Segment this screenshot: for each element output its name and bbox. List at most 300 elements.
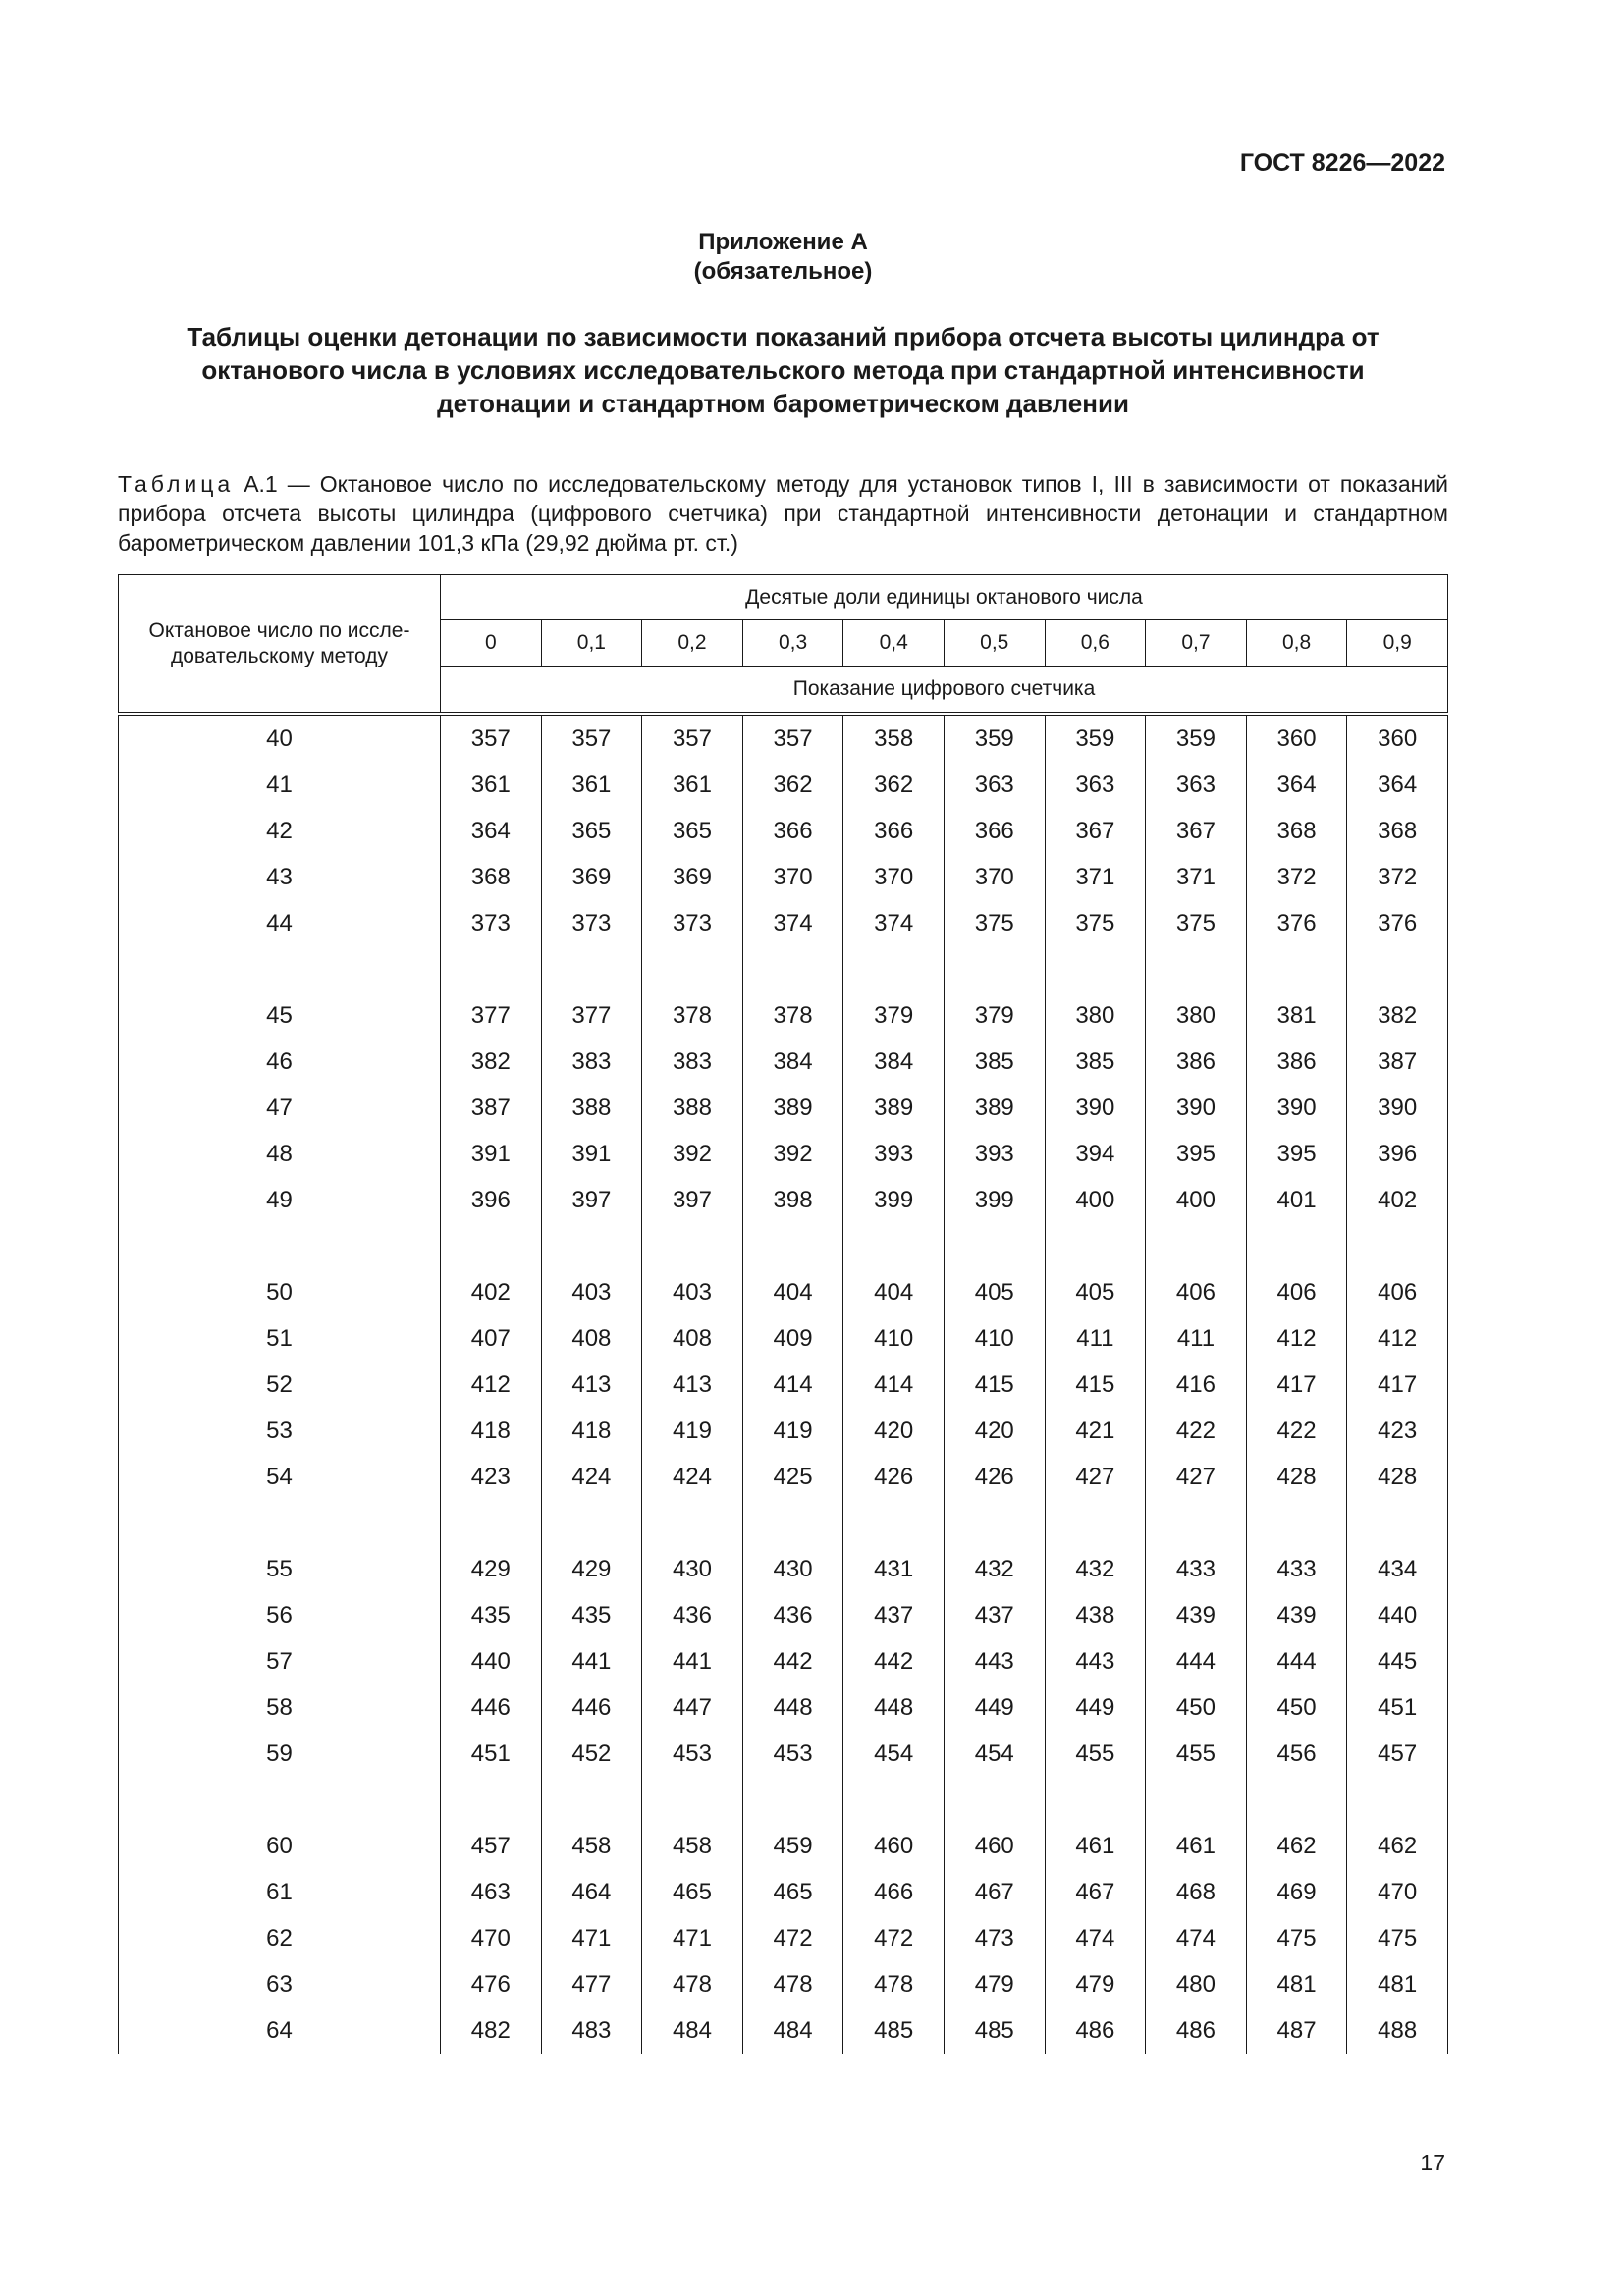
octane-number-cell: 55	[119, 1546, 441, 1592]
counter-reading-cell: 396	[1347, 1131, 1448, 1177]
counter-reading-cell: 392	[642, 1131, 743, 1177]
counter-reading-cell: 421	[1045, 1408, 1146, 1454]
counter-reading-cell: 372	[1246, 854, 1347, 900]
counter-reading-cell: 441	[642, 1638, 743, 1684]
octane-number-cell: 51	[119, 1315, 441, 1362]
counter-reading-cell: 419	[742, 1408, 843, 1454]
spacer-cell	[742, 1777, 843, 1823]
spacer-cell	[1246, 1223, 1347, 1269]
octane-number-cell: 44	[119, 900, 441, 946]
counter-reading-cell: 415	[1045, 1362, 1146, 1408]
counter-reading-cell: 457	[1347, 1731, 1448, 1777]
table-row	[119, 1408, 1448, 1454]
appendix-title	[118, 320, 1448, 420]
table-row	[119, 1684, 1448, 1731]
spacer-cell	[1045, 1500, 1146, 1546]
octane-number-cell: 57	[119, 1638, 441, 1684]
counter-reading-cell: 426	[843, 1454, 945, 1500]
counter-reading-cell: 375	[1146, 900, 1247, 946]
octane-number-cell: 60	[119, 1823, 441, 1869]
counter-reading-cell: 442	[843, 1638, 945, 1684]
title-line-3: детонации и стандартном барометрическом давлении	[437, 389, 1129, 418]
counter-reading-cell: 447	[642, 1684, 743, 1731]
counter-reading-cell: 436	[742, 1592, 843, 1638]
octane-number-cell: 62	[119, 1915, 441, 1961]
octane-number-cell: 49	[119, 1177, 441, 1223]
counter-reading-cell: 368	[1347, 808, 1448, 854]
table-row	[119, 1592, 1448, 1638]
counter-reading-cell: 420	[944, 1408, 1045, 1454]
spacer-cell	[742, 1223, 843, 1269]
counter-reading-cell: 465	[642, 1869, 743, 1915]
counter-reading-cell: 460	[843, 1823, 945, 1869]
counter-reading-cell: 458	[541, 1823, 642, 1869]
table-row	[119, 1131, 1448, 1177]
counter-reading-cell: 477	[541, 1961, 642, 2007]
counter-reading-cell: 405	[1045, 1269, 1146, 1315]
counter-reading-cell: 373	[441, 900, 542, 946]
counter-reading-cell: 478	[642, 1961, 743, 2007]
counter-reading-cell: 357	[541, 714, 642, 762]
counter-reading-cell: 487	[1246, 2007, 1347, 2054]
counter-reading-cell: 470	[441, 1915, 542, 1961]
counter-reading-cell: 472	[843, 1915, 945, 1961]
spacer-cell	[1347, 1223, 1448, 1269]
counter-reading-cell: 481	[1246, 1961, 1347, 2007]
counter-reading-cell: 360	[1246, 714, 1347, 762]
spacer-cell	[642, 1500, 743, 1546]
table-row	[119, 808, 1448, 854]
counter-reading-cell: 389	[843, 1085, 945, 1131]
spacer-cell	[843, 1223, 945, 1269]
counter-reading-cell: 486	[1045, 2007, 1146, 2054]
counter-reading-cell: 423	[441, 1454, 542, 1500]
counter-reading-cell: 471	[541, 1915, 642, 1961]
counter-reading-cell: 374	[742, 900, 843, 946]
appendix-status: (обязательное)	[693, 258, 873, 285]
counter-reading-cell: 405	[944, 1269, 1045, 1315]
counter-reading-cell: 414	[742, 1362, 843, 1408]
counter-reading-cell: 395	[1146, 1131, 1247, 1177]
spacer-cell	[441, 946, 542, 992]
octane-number-cell: 43	[119, 854, 441, 900]
counter-reading-cell: 444	[1146, 1638, 1247, 1684]
octane-number-cell: 53	[119, 1408, 441, 1454]
table-caption-label: Таблица	[118, 471, 235, 497]
spacer-cell	[119, 946, 441, 992]
table-row	[119, 1869, 1448, 1915]
column-header-cell: 0,8	[1246, 620, 1347, 667]
counter-reading-cell: 479	[944, 1961, 1045, 2007]
counter-reading-cell: 411	[1045, 1315, 1146, 1362]
title-line-2: октанового числа в условиях исследовательского метода при стандартной интенсивности	[201, 355, 1365, 385]
counter-reading-cell: 427	[1146, 1454, 1247, 1500]
spacer-cell	[1246, 1777, 1347, 1823]
counter-reading-cell: 404	[843, 1269, 945, 1315]
counter-reading-cell: 406	[1246, 1269, 1347, 1315]
table-row	[119, 1315, 1448, 1362]
counter-reading-cell: 412	[1347, 1315, 1448, 1362]
octane-number-cell: 41	[119, 762, 441, 808]
group-spacer-row	[119, 1777, 1448, 1823]
counter-reading-cell: 439	[1146, 1592, 1247, 1638]
spacer-cell	[441, 1223, 542, 1269]
counter-reading-cell: 485	[944, 2007, 1045, 2054]
page-number: 17	[1420, 2150, 1445, 2175]
counter-reading-cell: 383	[541, 1039, 642, 1085]
counter-reading-cell: 378	[742, 992, 843, 1039]
counter-reading-cell: 387	[441, 1085, 542, 1131]
column-header-cell: 0,3	[742, 620, 843, 667]
counter-reading-cell: 364	[1246, 762, 1347, 808]
counter-reading-cell: 363	[1045, 762, 1146, 808]
counter-reading-cell: 428	[1246, 1454, 1347, 1500]
counter-reading-cell: 361	[441, 762, 542, 808]
counter-reading-cell: 384	[843, 1039, 945, 1085]
spacer-cell	[119, 1500, 441, 1546]
spacer-cell	[742, 1500, 843, 1546]
counter-reading-cell: 457	[441, 1823, 542, 1869]
spacer-cell	[1347, 1777, 1448, 1823]
counter-reading-cell: 437	[843, 1592, 945, 1638]
spacer-cell	[1146, 1500, 1247, 1546]
counter-reading-cell: 367	[1045, 808, 1146, 854]
counter-reading-cell: 465	[742, 1869, 843, 1915]
counter-reading-cell: 374	[843, 900, 945, 946]
counter-reading-cell: 377	[541, 992, 642, 1039]
counter-reading-cell: 462	[1246, 1823, 1347, 1869]
table-row	[119, 2007, 1448, 2054]
octane-number-cell: 50	[119, 1269, 441, 1315]
spacer-cell	[642, 1223, 743, 1269]
table-caption	[118, 469, 1448, 558]
counter-reading-cell: 433	[1146, 1546, 1247, 1592]
counter-reading-cell: 480	[1146, 1961, 1247, 2007]
table-row	[119, 762, 1448, 808]
group-spacer-row	[119, 946, 1448, 992]
spacer-cell	[541, 946, 642, 992]
spacer-cell	[742, 946, 843, 992]
octane-number-cell: 63	[119, 1961, 441, 2007]
counter-reading-cell: 408	[642, 1315, 743, 1362]
counter-reading-cell: 361	[541, 762, 642, 808]
spacer-cell	[1246, 946, 1347, 992]
octane-number-cell: 52	[119, 1362, 441, 1408]
group-spacer-row	[119, 1223, 1448, 1269]
counter-reading-cell: 424	[642, 1454, 743, 1500]
octane-number-cell: 45	[119, 992, 441, 1039]
counter-reading-cell: 381	[1246, 992, 1347, 1039]
counter-reading-cell: 408	[541, 1315, 642, 1362]
group-spacer-row	[119, 1500, 1448, 1546]
table-row	[119, 992, 1448, 1039]
counter-reading-cell: 393	[944, 1131, 1045, 1177]
counter-reading-cell: 459	[742, 1823, 843, 1869]
counter-reading-cell: 390	[1146, 1085, 1247, 1131]
counter-reading-cell: 424	[541, 1454, 642, 1500]
counter-reading-cell: 390	[1045, 1085, 1146, 1131]
octane-number-cell: 59	[119, 1731, 441, 1777]
octane-number-cell: 54	[119, 1454, 441, 1500]
counter-reading-cell: 372	[1347, 854, 1448, 900]
group-header-cell: Десятые доли единицы октанового числа	[441, 575, 1448, 620]
octane-number-cell: 42	[119, 808, 441, 854]
counter-reading-cell: 429	[541, 1546, 642, 1592]
counter-reading-cell: 435	[441, 1592, 542, 1638]
counter-reading-cell: 478	[843, 1961, 945, 2007]
counter-reading-cell: 412	[441, 1362, 542, 1408]
counter-reading-cell: 442	[742, 1638, 843, 1684]
counter-reading-cell: 400	[1146, 1177, 1247, 1223]
counter-reading-cell: 478	[742, 1961, 843, 2007]
counter-reading-cell: 476	[441, 1961, 542, 2007]
counter-reading-cell: 389	[742, 1085, 843, 1131]
counter-reading-cell: 407	[441, 1315, 542, 1362]
counter-reading-cell: 373	[642, 900, 743, 946]
counter-reading-cell: 396	[441, 1177, 542, 1223]
counter-reading-cell: 438	[1045, 1592, 1146, 1638]
counter-reading-cell: 418	[541, 1408, 642, 1454]
counter-reading-cell: 466	[843, 1869, 945, 1915]
counter-reading-cell: 370	[742, 854, 843, 900]
counter-reading-cell: 369	[541, 854, 642, 900]
counter-reading-cell: 393	[843, 1131, 945, 1177]
counter-reading-cell: 422	[1246, 1408, 1347, 1454]
counter-reading-cell: 453	[642, 1731, 743, 1777]
counter-reading-cell: 439	[1246, 1592, 1347, 1638]
counter-reading-cell: 357	[742, 714, 843, 762]
counter-reading-cell: 397	[541, 1177, 642, 1223]
counter-reading-cell: 422	[1146, 1408, 1247, 1454]
counter-reading-cell: 433	[1246, 1546, 1347, 1592]
counter-reading-cell: 434	[1347, 1546, 1448, 1592]
table-row	[119, 1961, 1448, 2007]
spacer-cell	[1347, 1500, 1448, 1546]
column-header-cell: 0	[441, 620, 542, 667]
counter-reading-cell: 406	[1146, 1269, 1247, 1315]
counter-reading-cell: 392	[742, 1131, 843, 1177]
counter-reading-cell: 365	[642, 808, 743, 854]
counter-reading-cell: 391	[541, 1131, 642, 1177]
counter-reading-cell: 363	[1146, 762, 1247, 808]
counter-reading-cell: 484	[642, 2007, 743, 2054]
octane-table	[118, 574, 1448, 2054]
counter-reading-cell: 388	[541, 1085, 642, 1131]
counter-reading-cell: 464	[541, 1869, 642, 1915]
column-header-cell: 0,1	[541, 620, 642, 667]
counter-reading-cell: 437	[944, 1592, 1045, 1638]
counter-reading-cell: 366	[944, 808, 1045, 854]
counter-reading-cell: 482	[441, 2007, 542, 2054]
counter-reading-cell: 430	[642, 1546, 743, 1592]
counter-reading-cell: 446	[441, 1684, 542, 1731]
counter-reading-cell: 448	[843, 1684, 945, 1731]
counter-reading-cell: 387	[1347, 1039, 1448, 1085]
spacer-cell	[1045, 1777, 1146, 1823]
counter-reading-cell: 479	[1045, 1961, 1146, 2007]
spacer-cell	[1146, 946, 1247, 992]
counter-reading-cell: 486	[1146, 2007, 1247, 2054]
counter-reading-cell: 413	[541, 1362, 642, 1408]
counter-reading-cell: 394	[1045, 1131, 1146, 1177]
counter-reading-cell: 385	[1045, 1039, 1146, 1085]
counter-reading-cell: 400	[1045, 1177, 1146, 1223]
counter-reading-cell: 369	[642, 854, 743, 900]
counter-reading-cell: 488	[1347, 2007, 1448, 2054]
counter-reading-cell: 371	[1045, 854, 1146, 900]
counter-reading-cell: 441	[541, 1638, 642, 1684]
counter-reading-cell: 426	[944, 1454, 1045, 1500]
octane-number-cell: 47	[119, 1085, 441, 1131]
counter-reading-cell: 358	[843, 714, 945, 762]
counter-reading-cell: 444	[1246, 1638, 1347, 1684]
counter-reading-cell: 363	[944, 762, 1045, 808]
counter-reading-cell: 361	[642, 762, 743, 808]
counter-reading-cell: 420	[843, 1408, 945, 1454]
counter-reading-cell: 485	[843, 2007, 945, 2054]
counter-reading-cell: 425	[742, 1454, 843, 1500]
counter-reading-cell: 365	[541, 808, 642, 854]
counter-reading-cell: 364	[441, 808, 542, 854]
counter-reading-cell: 449	[944, 1684, 1045, 1731]
table-row	[119, 714, 1448, 762]
counter-reading-cell: 443	[944, 1638, 1045, 1684]
counter-reading-cell: 468	[1146, 1869, 1247, 1915]
counter-reading-cell: 391	[441, 1131, 542, 1177]
counter-reading-cell: 445	[1347, 1638, 1448, 1684]
counter-reading-cell: 455	[1045, 1731, 1146, 1777]
column-header-cell: 0,2	[642, 620, 743, 667]
counter-reading-cell: 453	[742, 1731, 843, 1777]
counter-reading-cell: 397	[642, 1177, 743, 1223]
table-row	[119, 1823, 1448, 1869]
counter-reading-cell: 467	[944, 1869, 1045, 1915]
spacer-cell	[1045, 946, 1146, 992]
counter-reading-cell: 454	[843, 1731, 945, 1777]
counter-reading-cell: 474	[1146, 1915, 1247, 1961]
counter-reading-cell: 370	[843, 854, 945, 900]
counter-reading-cell: 450	[1146, 1684, 1247, 1731]
spacer-cell	[642, 1777, 743, 1823]
counter-reading-cell: 399	[944, 1177, 1045, 1223]
table-row	[119, 900, 1448, 946]
document-code: ГОСТ 8226—2022	[1239, 149, 1445, 177]
spacer-cell	[119, 1223, 441, 1269]
octane-number-cell: 61	[119, 1869, 441, 1915]
counter-reading-cell: 461	[1146, 1823, 1247, 1869]
counter-reading-cell: 370	[944, 854, 1045, 900]
counter-reading-cell: 443	[1045, 1638, 1146, 1684]
counter-reading-cell: 460	[944, 1823, 1045, 1869]
table-row	[119, 1362, 1448, 1408]
counter-reading-cell: 450	[1246, 1684, 1347, 1731]
octane-number-cell: 40	[119, 714, 441, 762]
counter-reading-cell: 461	[1045, 1823, 1146, 1869]
octane-number-cell: 64	[119, 2007, 441, 2054]
counter-reading-cell: 406	[1347, 1269, 1448, 1315]
title-line-1: Таблицы оценки детонации по зависимости показаний прибора отсчета высоты цилиндра от	[187, 322, 1380, 351]
counter-reading-cell: 475	[1347, 1915, 1448, 1961]
counter-reading-cell: 416	[1146, 1362, 1247, 1408]
counter-reading-cell: 377	[441, 992, 542, 1039]
counter-reading-cell: 440	[1347, 1592, 1448, 1638]
counter-reading-cell: 379	[843, 992, 945, 1039]
spacer-cell	[642, 946, 743, 992]
counter-reading-cell: 484	[742, 2007, 843, 2054]
table-row	[119, 1915, 1448, 1961]
counter-reading-cell: 378	[642, 992, 743, 1039]
counter-reading-cell: 470	[1347, 1869, 1448, 1915]
counter-reading-cell: 359	[1146, 714, 1247, 762]
counter-reading-cell: 413	[642, 1362, 743, 1408]
counter-reading-cell: 446	[541, 1684, 642, 1731]
spacer-cell	[843, 946, 945, 992]
table-row	[119, 854, 1448, 900]
spacer-cell	[1146, 1777, 1247, 1823]
spacer-cell	[1146, 1223, 1247, 1269]
counter-reading-cell: 452	[541, 1731, 642, 1777]
spacer-cell	[944, 1223, 1045, 1269]
counter-reading-cell: 382	[441, 1039, 542, 1085]
appendix-label: Приложение А	[698, 229, 868, 255]
counter-reading-cell: 411	[1146, 1315, 1247, 1362]
table-row	[119, 1039, 1448, 1085]
counter-reading-cell: 380	[1146, 992, 1247, 1039]
counter-reading-cell: 376	[1347, 900, 1448, 946]
counter-reading-cell: 474	[1045, 1915, 1146, 1961]
column-header-cell: 0,7	[1146, 620, 1247, 667]
counter-reading-cell: 410	[843, 1315, 945, 1362]
counter-reading-cell: 398	[742, 1177, 843, 1223]
counter-reading-cell: 364	[1347, 762, 1448, 808]
spacer-cell	[843, 1500, 945, 1546]
spacer-cell	[1045, 1223, 1146, 1269]
counter-reading-cell: 451	[441, 1731, 542, 1777]
spacer-cell	[944, 1500, 1045, 1546]
counter-reading-cell: 423	[1347, 1408, 1448, 1454]
counter-reading-cell: 379	[944, 992, 1045, 1039]
counter-reading-cell: 395	[1246, 1131, 1347, 1177]
octane-number-cell: 56	[119, 1592, 441, 1638]
spacer-cell	[843, 1777, 945, 1823]
counter-reading-cell: 357	[441, 714, 542, 762]
counter-reading-cell: 402	[1347, 1177, 1448, 1223]
counter-reading-cell: 362	[843, 762, 945, 808]
counter-reading-cell: 471	[642, 1915, 743, 1961]
counter-reading-cell: 389	[944, 1085, 1045, 1131]
counter-reading-cell: 388	[642, 1085, 743, 1131]
table-header	[119, 575, 1448, 715]
appendix-heading	[0, 228, 1566, 287]
counter-reading-cell: 472	[742, 1915, 843, 1961]
counter-reading-cell: 435	[541, 1592, 642, 1638]
row-header-cell	[119, 575, 441, 715]
counter-reading-cell: 469	[1246, 1869, 1347, 1915]
column-header-cell: 0,6	[1045, 620, 1146, 667]
counter-reading-cell: 390	[1347, 1085, 1448, 1131]
sub-header-cell: Показание цифрового счетчика	[441, 667, 1448, 715]
counter-reading-cell: 415	[944, 1362, 1045, 1408]
counter-reading-cell: 448	[742, 1684, 843, 1731]
octane-number-cell: 48	[119, 1131, 441, 1177]
counter-reading-cell: 362	[742, 762, 843, 808]
counter-reading-cell: 483	[541, 2007, 642, 2054]
counter-reading-cell: 404	[742, 1269, 843, 1315]
spacer-cell	[1246, 1500, 1347, 1546]
counter-reading-cell: 359	[1045, 714, 1146, 762]
counter-reading-cell: 385	[944, 1039, 1045, 1085]
counter-reading-cell: 458	[642, 1823, 743, 1869]
